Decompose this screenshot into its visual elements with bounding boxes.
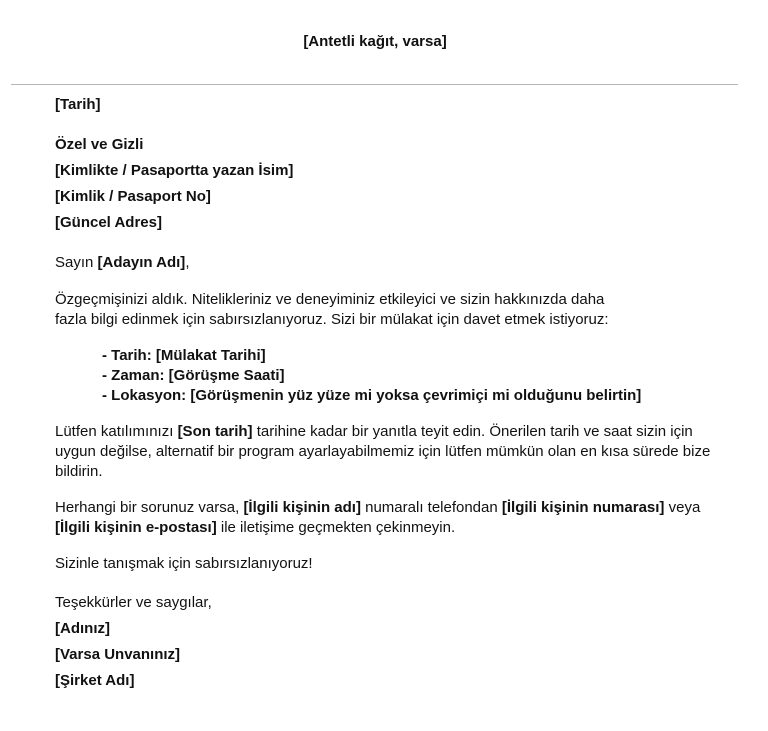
intro-line-1: Özgeçmişinizi aldık. Nitelikleriniz ve deneyiminiz etkileyici ve sizin hakkınızda daha	[55, 291, 605, 308]
salutation-suffix: ,	[185, 254, 190, 271]
signature-name: [Adınız]	[55, 620, 110, 637]
contact-text-3: veya	[664, 499, 701, 516]
confirm-before: Lütfen katılımınızı	[55, 423, 178, 440]
contact-text-1: Herhangi bir sorunuz varsa,	[55, 499, 244, 516]
contact-paragraph	[55, 498, 755, 538]
candidate-name: [Adayın Adı]	[97, 254, 186, 271]
interview-details	[55, 346, 755, 406]
recipient-block	[55, 132, 755, 236]
contact-person-phone: [İlgili kişinin numarası]	[501, 499, 665, 516]
intro-line-2: fazla bilgi edinmek için sabırsızlanıyoruz. Sizi bir mülakat için davet etmek istiyoruz:	[55, 311, 609, 328]
contact-text-4: ile iletişime geçmekten çekinmeyin.	[216, 519, 456, 536]
recipient-id: [Kimlik / Pasaport No]	[55, 188, 211, 205]
recipient-name: [Kimlikte / Pasaportta yazan İsim]	[55, 162, 294, 179]
contact-text-2: numaralı telefondan	[360, 499, 502, 516]
recipient-address: [Güncel Adres]	[55, 214, 162, 231]
salutation-prefix: Sayın	[55, 254, 98, 271]
signoff: Teşekkürler ve saygılar,	[55, 594, 212, 611]
letter-date: [Tarih]	[55, 96, 101, 113]
confirm-paragraph	[55, 422, 755, 482]
deadline: [Son tarih]	[177, 423, 253, 440]
signature-title: [Varsa Unvanınız]	[55, 646, 181, 663]
salutation	[55, 250, 755, 276]
confirm-after: tarihine kadar bir yanıtla teyit edin. Önerilen tarih ve saat sizin için	[252, 423, 693, 440]
signature-company: [Şirket Adı]	[55, 672, 135, 689]
confidential-label: Özel ve Gizli	[55, 136, 144, 153]
detail-location: - Lokasyon: [Görüşmenin yüz yüze mi yoksa çevrimiçi mi olduğunu belirtin]	[102, 387, 642, 404]
detail-date: - Tarih: [Mülakat Tarihi]	[102, 347, 266, 364]
letter-body	[55, 92, 755, 694]
closing-line: Sizinle tanışmak için sabırsızlanıyoruz!	[55, 555, 313, 572]
detail-time: - Zaman: [Görüşme Saati]	[102, 367, 285, 384]
letterhead: [Antetli kağıt, varsa]	[303, 33, 447, 50]
contact-person-email: [İlgili kişinin e-postası]	[55, 519, 217, 536]
confirm-line-3: bildirin.	[55, 463, 103, 480]
confirm-line-2: uygun değilse, alternatif bir program ayarlayabilmemiz için lütfen mümkün olan en kısa sürede bize	[55, 443, 711, 460]
intro-paragraph	[55, 290, 755, 330]
contact-person-name: [İlgili kişinin adı]	[243, 499, 361, 516]
header-divider	[11, 84, 738, 85]
